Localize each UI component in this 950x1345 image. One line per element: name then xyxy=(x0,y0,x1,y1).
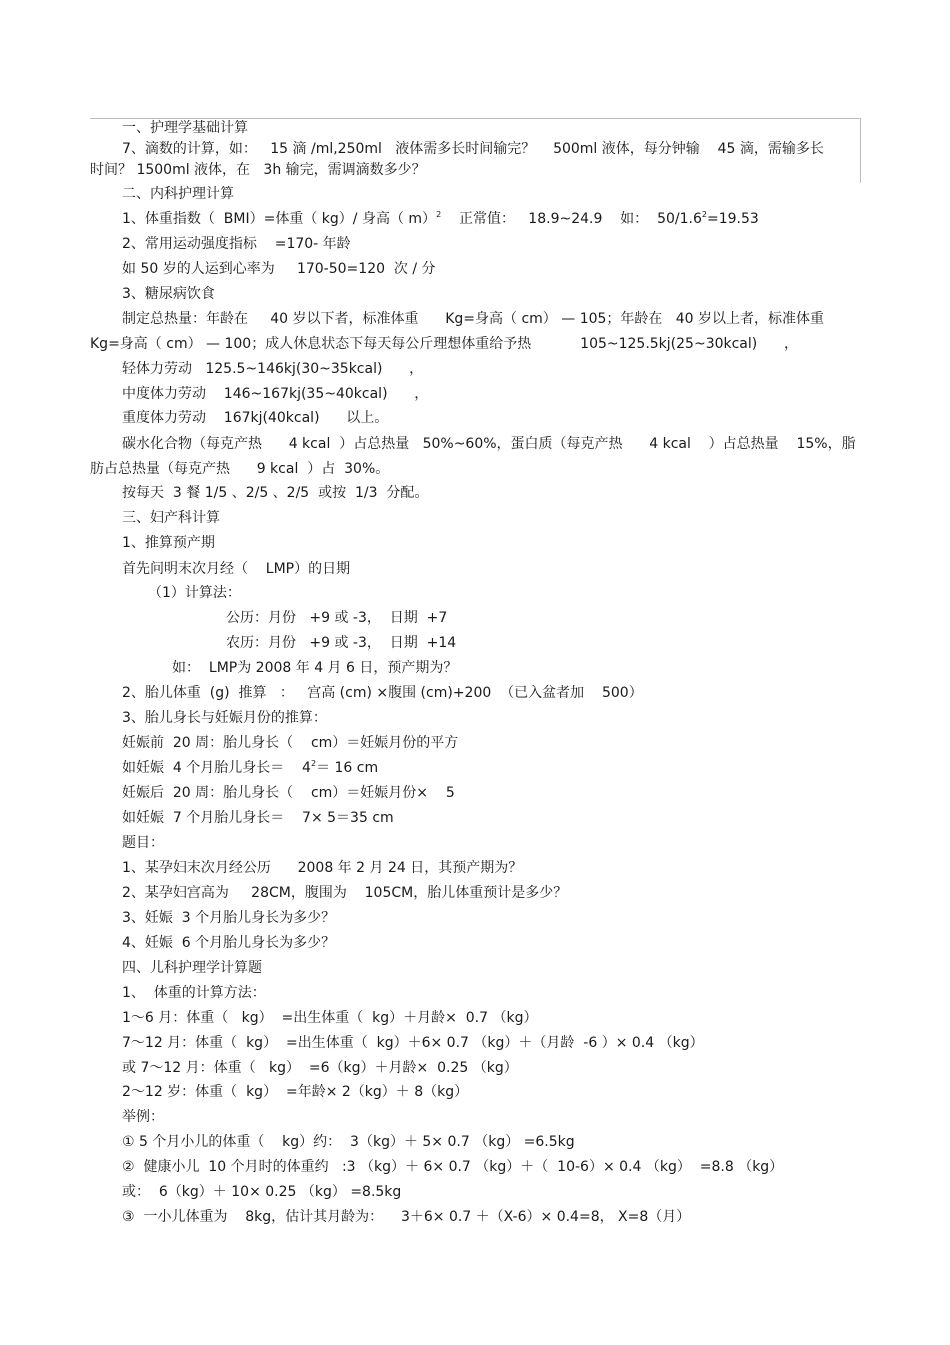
heading-pediatrics: 四、儿科护理学计算题 xyxy=(122,960,262,976)
text-line: 2～12 岁：体重（ kg） =年龄× 2（kg）＋ 8（kg） xyxy=(122,1084,469,1100)
text-line: 2、胎儿体重 (g) 推算 ： 宫高 (cm) ×腹围 (cm)+200 （已入盆者加 500） xyxy=(122,685,643,701)
text-line: 公历：月份 +9 或 -3， 日期 +7 xyxy=(226,610,448,626)
text-line: 如： LMP为 2008 年 4 月 6 日，预产期为？ xyxy=(172,660,458,676)
text-line: 或 7～12 月：体重（ kg） =6（kg）＋月龄× 0.25 （kg） xyxy=(122,1060,518,1076)
heading-internal-medicine: 二、内科护理计算 xyxy=(122,186,234,202)
text-line: 如妊娠 7 个月胎儿身长＝ 7× 5＝35 cm xyxy=(122,810,394,826)
text-line: ② 健康小儿 10 个月时的体重约 :3 （kg）＋ 6× 0.7 （kg）＋（ 10-6）× 0.4 （kg） =8.8 （kg） xyxy=(122,1159,784,1175)
text-line: 2、某孕妇宫高为 28CM，腹围为 105CM，胎儿体重预计是多少？ xyxy=(122,885,568,901)
text-line: 1、某孕妇末次月经公历 2008 年 2 月 24 日，其预产期为？ xyxy=(122,860,523,876)
text-line: 1、 体重的计算方法： xyxy=(122,985,266,1001)
text-line: 农历：月份 +9 或 -3， 日期 +14 xyxy=(226,635,457,651)
text-line: 1、推算预产期 xyxy=(122,535,215,551)
text-line: 或： 6（kg）＋ 10× 0.25 （kg） =8.5kg xyxy=(122,1184,402,1200)
text-line: 2、常用运动强度指标 =170- 年龄 xyxy=(122,236,351,252)
text-line: （1）计算法： xyxy=(148,585,241,601)
text-line: 3、妊娠 3 个月胎儿身长为多少？ xyxy=(122,910,336,926)
heading-obstetrics: 三、妇产科计算 xyxy=(122,510,220,526)
text-line: 7～12 月：体重（ kg） =出生体重（ kg）＋6× 0.7 （kg）＋（月龄 -6 ）× 0.4 （kg） xyxy=(122,1035,704,1051)
text-line: 举例： xyxy=(122,1109,164,1125)
text-line: 按每天 3 餐 1/5 、2/5 、2/5 或按 1/3 分配。 xyxy=(122,485,429,501)
text-line: 如 50 岁的人运到心率为 170-50=120 次 / 分 xyxy=(122,261,436,277)
text-line: 首先问明末次月经（ LMP）的日期 xyxy=(122,561,351,577)
text-line: 碳水化合物（每克产热 4 kcal ）占总热量 50%~60%，蛋白质（每克产热 4 kcal ）占总热量 15%，脂 xyxy=(122,436,856,452)
text-line: 中度体力劳动 146~167kj(35~40kcal) ， xyxy=(122,386,429,402)
bmi-formula: 1、体重指数（ BMI）=体重（ kg）/ 身高（ m）$^2$ 正常值： 18.9~24.9 如： $50/1.6^2=19.53$ xyxy=(122,210,759,227)
text-line: 时间？ 1500ml 液体，在 3h 输完，需调滴数多少？ xyxy=(90,162,426,178)
text-line: 3、糖尿病饮食 xyxy=(122,286,215,302)
text-line: 1～6 月：体重（ kg） =出生体重（ kg）＋月龄× 0.7 （kg） xyxy=(122,1010,538,1026)
text-line: 肪占总热量（每克产热 9 kcal ）占 30%。 xyxy=(90,461,390,477)
text-line: ③ 一小儿体重为 8kg，估计其月龄为： 3＋6× 0.7 ＋（X-6）× 0.4=8， X=8（月） xyxy=(122,1209,691,1225)
text-line: 制定总热量：年龄在 40 岁以下者，标准体重 Kg=身高（ cm） — 105；年龄在 40 岁以上者，标准体重 xyxy=(122,311,825,327)
text-line: 妊娠后 20 周：胎儿身长（ cm）＝妊娠月份× 5 xyxy=(122,785,455,801)
text-line: 3、胎儿身长与妊娠月份的推算： xyxy=(122,710,327,726)
text-line: 轻体力劳动 125.5~146kj(30~35kcal) ， xyxy=(122,361,424,377)
text-line: 题目： xyxy=(122,835,164,851)
text-line: Kg=身高（ cm） — 100；成人休息状态下每天每公斤理想体重给予热 105~125.5kj(25~30kcal) ， xyxy=(90,336,798,352)
text-line: 重度体力劳动 167kj(40kcal) 以上。 xyxy=(122,410,389,426)
text-line: ① 5 个月小儿的体重（ kg）约： 3（kg）＋ 5× 0.7 （kg） =6.5kg xyxy=(122,1134,575,1150)
text-line: 4、妊娠 6 个月胎儿身长为多少？ xyxy=(122,935,336,951)
text-line: 7、滴数的计算，如： 15 滴 /ml,250ml 液体需多长时间输完？ 500ml 液体，每分钟输 45 滴，需输多长 xyxy=(122,141,824,157)
fetal-length-example: 如妊娠 4 个月胎儿身长＝ $4^2= 16$ cm xyxy=(122,759,379,776)
heading-basic-nursing: 一、护理学基础计算 xyxy=(122,120,248,136)
text-line: 妊娠前 20 周：胎儿身长（ cm）＝妊娠月份的平方 xyxy=(122,735,459,751)
